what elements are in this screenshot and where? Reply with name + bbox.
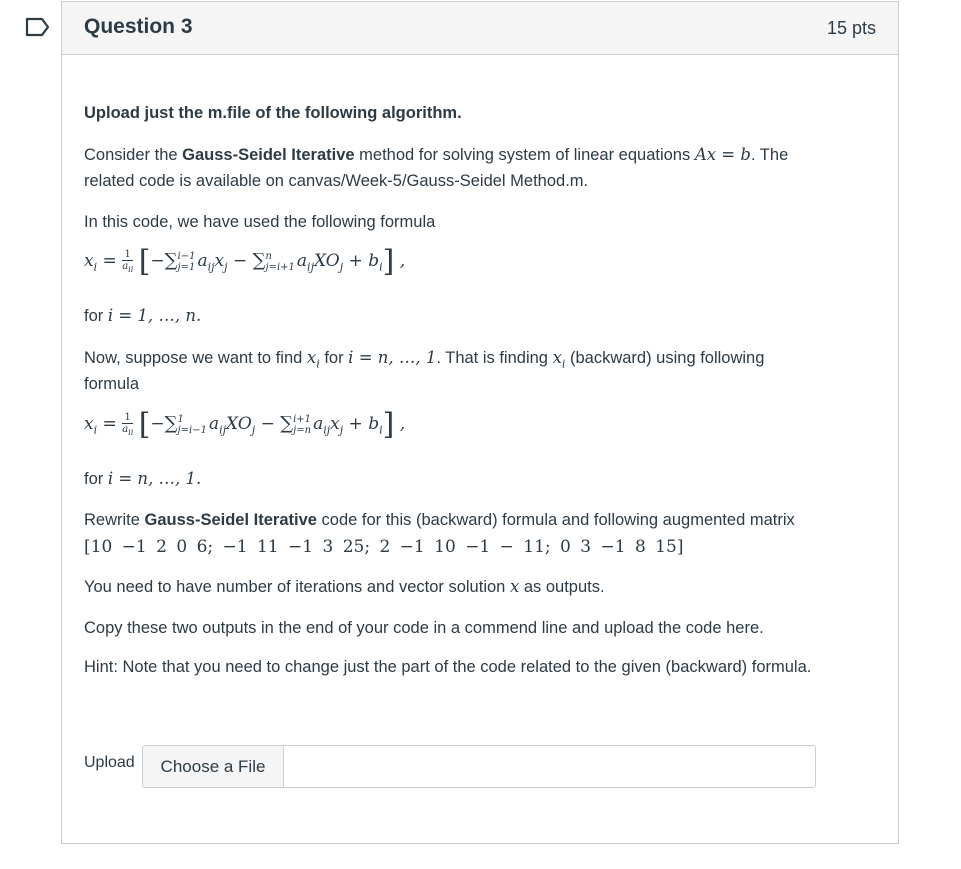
paragraph-formula-intro: In this code, we have used the following formula [84,213,436,231]
backward-range: for i = n, …, 1. [84,469,202,488]
paragraph-backward: Now, suppose we want to find $x_i$ for i = n, …, 1. That is finding $x_i$ (backward) using following [84,348,765,371]
forward-formula: $x_i$ = $\frac{1}{a_{ii}}$ [−∑ i−1 j=1 $a_{ij}x_j$ − ∑ n j=i+1 $a_{ij}XO_j + b_i$] , [84,244,406,279]
file-upload-field[interactable] [142,745,816,788]
paragraph-outputs: You need to have number of iterations and vector solution x as outputs. [84,577,605,596]
backward-formula: $x_i$ = $\frac{1}{a_{ii}}$ [−∑ 1 j=i−1 $a_{ij}XO_j$ − ∑ i+1 j=n $a_{ij}x_j + b_i$] , [84,407,406,442]
upload-label: Upload [84,754,135,771]
method-name: Gauss-Seidel Iterative [182,146,355,164]
paragraph-method: Consider the Gauss-Seidel Iterative method for solving system of linear equations Ax = b. The [84,145,789,164]
body-heading: Upload just the m.file of the following algorithm. [84,104,462,122]
question-card [61,1,899,844]
augmented-matrix: [10 −1 2 0 6; −1 11 −1 3 25; 2 −1 10 −1 − 11; 0 3 −1 8 15] [84,537,684,557]
paragraph-copy: Copy these two outputs in the end of your code in a commend line and upload the code here. [84,619,764,637]
paragraph-rewrite: Rewrite Gauss-Seidel Iterative code for this (backward) formula and following augmented matrix [84,511,795,529]
question-points: 15 pts [826,18,876,38]
paragraph-hint: Hint: Note that you need to change just the part of the code related to the given (backward) formula. [84,658,812,676]
question-title: Question 3 [84,15,193,38]
paragraph-backward-line2: formula [84,375,140,393]
paragraph-method-line2: related code is available on canvas/Week-5/Gauss-Seidel Method.m. [84,172,589,190]
choose-file-button[interactable]: Choose a File [143,746,284,787]
method-name-2: Gauss-Seidel Iterative [144,511,317,529]
equation-ax-b: Ax = b [694,145,751,164]
flag-question-icon[interactable] [25,17,51,37]
question-header [62,2,898,55]
forward-range: for i = 1, …, n. [84,306,202,325]
